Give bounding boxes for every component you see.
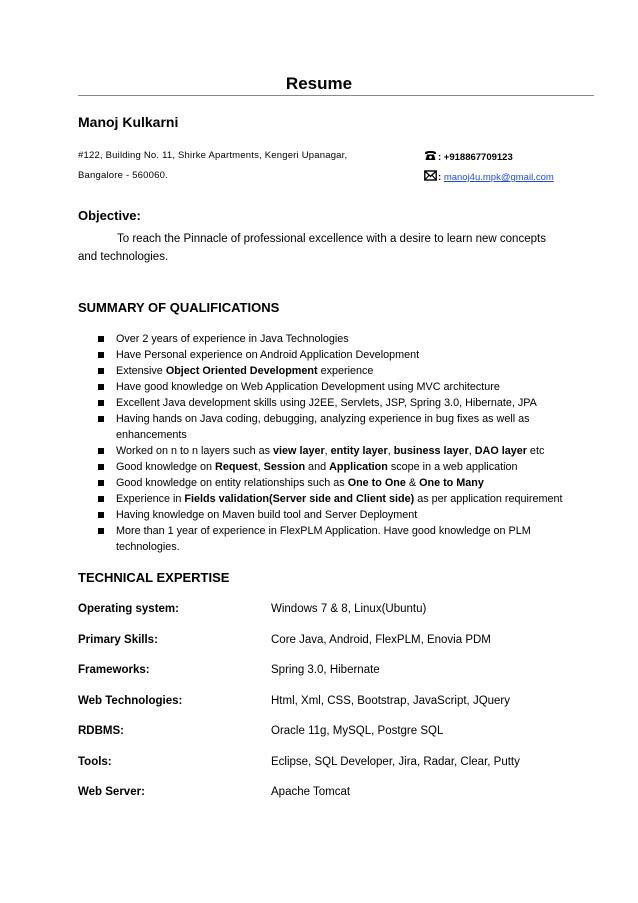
bullet-square-icon [98, 448, 104, 454]
phone-icon [424, 150, 437, 161]
qualification-text [116, 459, 596, 475]
qualification-fragment: experience [317, 365, 374, 377]
qualification-item [96, 411, 596, 443]
email-contact [424, 170, 554, 183]
qualification-fragment: Have Personal experience on Android Application Development [116, 349, 420, 361]
tech-row-value: Windows 7 & 8, Linux(Ubuntu) [271, 603, 427, 615]
tech-row-value: Spring 3.0, Hibernate [271, 664, 380, 676]
bullet-square-icon [98, 480, 104, 486]
qualification-fragment: Having knowledge on Maven build tool and Server Deployment [116, 509, 418, 521]
bullet-square-icon [98, 528, 104, 534]
qualification-text [116, 491, 596, 507]
qualification-fragment: scope in a web application [387, 461, 518, 473]
phone-contact [424, 150, 513, 163]
bullet-square-icon [98, 336, 104, 342]
qualification-fragment: & [405, 477, 420, 489]
tech-row-label: Frameworks: [78, 664, 150, 676]
qualification-item [96, 363, 596, 379]
bullet-square-icon [98, 352, 104, 358]
qualification-fragment: Excellent Java development skills using J2EE, Servlets, JSP, Spring 3.0, Hibernate, JPA [116, 397, 537, 409]
email-separator: : [438, 172, 444, 183]
qualification-text [116, 523, 596, 555]
qualification-text [116, 507, 596, 523]
qualification-fragment: as per application requirement [414, 493, 563, 505]
qualification-emphasis: business layer [393, 445, 469, 457]
qualification-item [96, 459, 596, 475]
tech-row-label: RDBMS: [78, 725, 124, 737]
phone-number: : +918867709123 [438, 152, 513, 163]
qualification-emphasis: Object Oriented Development [165, 365, 318, 377]
qualification-fragment: etc [526, 445, 545, 457]
qualification-text [116, 411, 596, 443]
tech-row-label: Web Technologies: [78, 695, 183, 707]
candidate-name: Manoj Kulkarni [78, 114, 179, 130]
qualification-fragment: , [468, 445, 475, 457]
objective-heading: Objective: [78, 208, 141, 223]
qualification-text [116, 395, 596, 411]
qualification-emphasis: One to Many [419, 477, 484, 489]
qualification-emphasis: entity layer [330, 445, 388, 457]
bullet-square-icon [98, 464, 104, 470]
qualification-emphasis: DAO layer [474, 445, 527, 457]
address-line-1: #122, Building No. 11, Shirke Apartments, Kengeri Upanagar, [78, 150, 348, 161]
qualification-item [96, 507, 596, 523]
bullet-square-icon [98, 496, 104, 502]
qualification-fragment: Over 2 years of experience in Java Technologies [116, 333, 349, 345]
bullet-square-icon [98, 416, 104, 422]
qualification-item [96, 379, 596, 395]
qualification-fragment: More than 1 year of experience in FlexPLM Application. Have good knowledge on PLM technologies. [116, 525, 531, 553]
summary-heading: SUMMARY OF QUALIFICATIONS [78, 300, 280, 315]
qualification-fragment: Worked on n to n layers such as [116, 445, 274, 457]
email-link[interactable]: manoj4u.mpk@gmail.com [443, 172, 554, 183]
qualification-emphasis: view layer [273, 445, 325, 457]
qualifications-list [96, 331, 596, 555]
qualification-text [116, 363, 596, 379]
qualification-fragment: , [324, 445, 331, 457]
qualification-text [116, 443, 596, 459]
qualification-emphasis: Request [215, 461, 258, 473]
tech-row-value: Html, Xml, CSS, Bootstrap, JavaScript, JQuery [271, 695, 511, 707]
qualification-text [116, 379, 596, 395]
objective-text-line-1: To reach the Pinnacle of professional excellence with a desire to learn new concepts [117, 233, 546, 245]
qualification-item [96, 523, 596, 555]
objective-text-line-2: and technologies. [78, 251, 169, 263]
qualification-fragment: Experience in [116, 493, 185, 505]
qualification-item [96, 395, 596, 411]
qualification-item [96, 443, 596, 459]
qualification-fragment: , [257, 461, 264, 473]
qualification-emphasis: One to One [347, 477, 406, 489]
address-line-2: Bangalore - 560060. [78, 170, 168, 181]
bullet-square-icon [98, 512, 104, 518]
qualification-item [96, 331, 596, 347]
bullet-square-icon [98, 368, 104, 374]
tech-row-label: Tools: [78, 756, 112, 768]
qualification-fragment: Extensive [116, 365, 166, 377]
bullet-square-icon [98, 400, 104, 406]
title-divider [78, 95, 594, 96]
tech-row-value: Eclipse, SQL Developer, Jira, Radar, Clear, Putty [271, 756, 520, 768]
qualification-item [96, 475, 596, 491]
envelope-icon [424, 170, 437, 181]
tech-row-value: Core Java, Android, FlexPLM, Enovia PDM [271, 634, 491, 646]
qualification-text [116, 347, 596, 363]
page-title: Resume [285, 74, 353, 93]
qualification-fragment: Having hands on Java coding, debugging, analyzing experience in bug fixes as well as enhancements [116, 413, 530, 441]
qualification-fragment: Good knowledge on entity relationships such as [116, 477, 348, 489]
qualification-item [96, 347, 596, 363]
qualification-fragment: , [387, 445, 394, 457]
technical-heading: TECHNICAL EXPERTISE [78, 570, 230, 585]
bullet-square-icon [98, 384, 104, 390]
tech-row-value: Apache Tomcat [271, 786, 351, 798]
tech-row-label: Primary Skills: [78, 634, 158, 646]
qualification-fragment: and [305, 461, 330, 473]
qualification-text [116, 475, 596, 491]
qualification-item [96, 491, 596, 507]
tech-row-label: Web Server: [78, 786, 145, 798]
qualification-fragment: Have good knowledge on Web Application Development using MVC architecture [116, 381, 500, 393]
tech-row-value: Oracle 11g, MySQL, Postgre SQL [271, 725, 444, 737]
tech-row-label: Operating system: [78, 603, 179, 615]
qualification-emphasis: Fields validation(Server side and Client side) [184, 493, 415, 505]
qualification-text [116, 331, 596, 347]
qualification-emphasis: Session [263, 461, 306, 473]
qualification-emphasis: Application [329, 461, 388, 473]
qualification-fragment: Good knowledge on [116, 461, 216, 473]
